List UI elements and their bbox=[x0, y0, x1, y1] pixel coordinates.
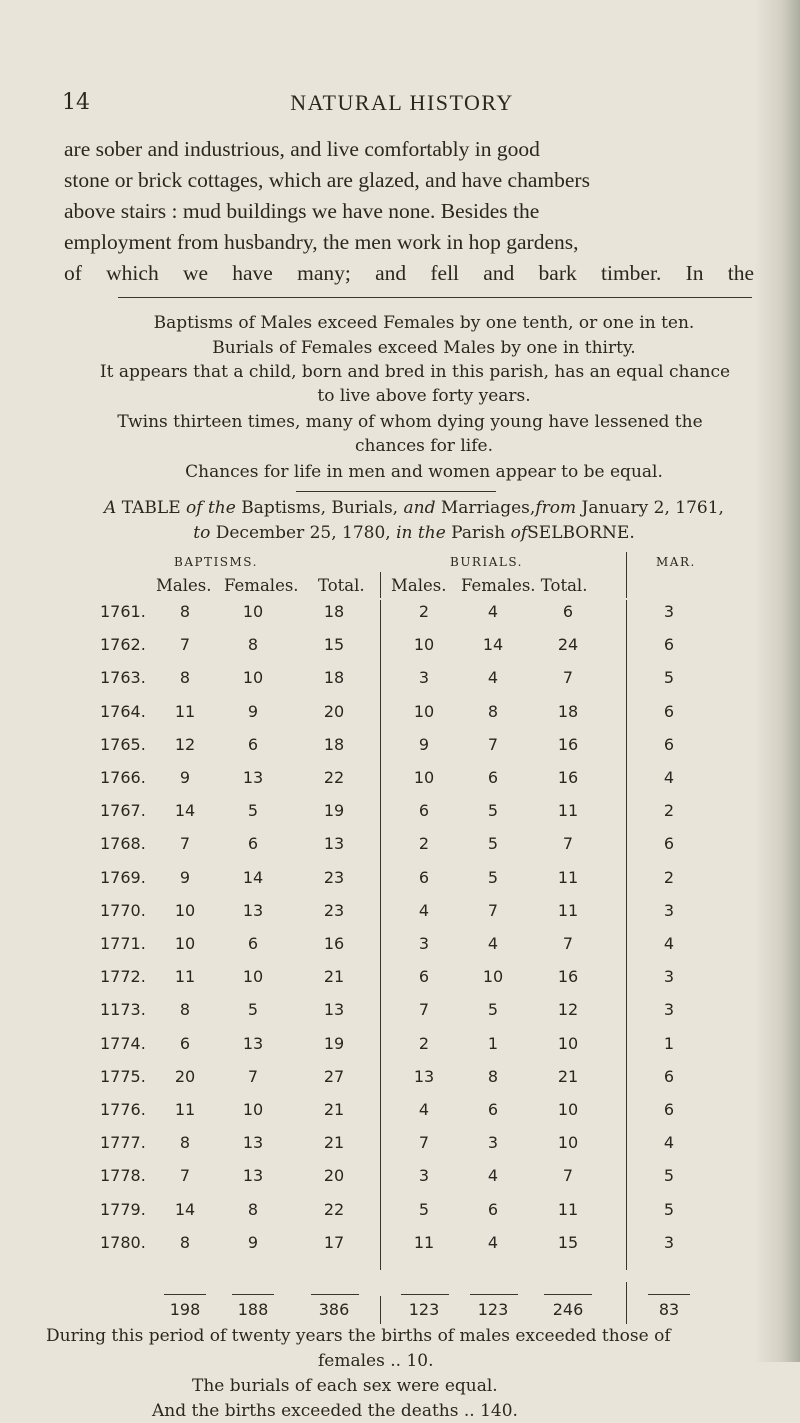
table-cell: 7 bbox=[562, 834, 574, 853]
table-cell: 5 bbox=[247, 1000, 259, 1019]
sum-rule bbox=[401, 1294, 449, 1295]
year-cell: 1771. bbox=[100, 934, 146, 953]
table-cell: 6 bbox=[247, 834, 259, 853]
table-cell: 8 bbox=[247, 635, 259, 654]
table-cell: 10 bbox=[557, 1133, 579, 1152]
table-cell: 20 bbox=[174, 1067, 196, 1086]
table-cell: 6 bbox=[663, 1067, 675, 1086]
total-cell: 188 bbox=[237, 1300, 269, 1319]
table-cell: 20 bbox=[323, 702, 345, 721]
table-cell: 11 bbox=[174, 702, 196, 721]
table-cell: 4 bbox=[663, 768, 675, 787]
column-separator bbox=[380, 600, 381, 1270]
table-cell: 5 bbox=[418, 1200, 430, 1219]
col-head-total: Total. bbox=[318, 576, 365, 595]
total-cell: 123 bbox=[477, 1300, 509, 1319]
running-head: NATURAL HISTORY bbox=[290, 90, 514, 115]
year-cell: 1767. bbox=[100, 801, 146, 820]
table-cell: 21 bbox=[323, 967, 345, 986]
table-cell: 4 bbox=[418, 1100, 430, 1119]
table-cell: 5 bbox=[663, 668, 675, 687]
table-cell: 6 bbox=[418, 868, 430, 887]
table-cell: 6 bbox=[663, 834, 675, 853]
title-part: from bbox=[535, 498, 577, 518]
table-cell: 8 bbox=[179, 602, 191, 621]
table-cell: 4 bbox=[418, 901, 430, 920]
sum-rule bbox=[470, 1294, 518, 1295]
table-cell: 6 bbox=[487, 1200, 499, 1219]
total-cell: 198 bbox=[169, 1300, 201, 1319]
column-separator bbox=[380, 572, 381, 598]
table-cell: 21 bbox=[557, 1067, 579, 1086]
note-line: chances for life. bbox=[355, 436, 493, 456]
table-cell: 3 bbox=[487, 1133, 499, 1152]
table-cell: 11 bbox=[174, 1100, 196, 1119]
table-cell: 18 bbox=[323, 735, 345, 754]
table-cell: 3 bbox=[663, 602, 675, 621]
col-head-females: Females. bbox=[224, 576, 299, 595]
year-cell: 1779. bbox=[100, 1200, 146, 1219]
table-cell: 10 bbox=[413, 702, 435, 721]
body-line: above stairs : mud buildings we have none. Besides the bbox=[64, 199, 540, 223]
table-cell: 10 bbox=[174, 934, 196, 953]
table-cell: 4 bbox=[487, 1233, 499, 1252]
table-cell: 10 bbox=[413, 768, 435, 787]
year-cell: 1769. bbox=[100, 868, 146, 887]
table-cell: 7 bbox=[487, 735, 499, 754]
total-cell: 83 bbox=[658, 1300, 680, 1319]
title-part: Marriages, bbox=[440, 498, 536, 518]
table-cell: 2 bbox=[418, 834, 430, 853]
table-cell: 11 bbox=[557, 801, 579, 820]
table-cell: 13 bbox=[242, 901, 264, 920]
table-cell: 13 bbox=[242, 1133, 264, 1152]
table-cell: 27 bbox=[323, 1067, 345, 1086]
table-cell: 9 bbox=[247, 1233, 259, 1252]
table-cell: 6 bbox=[663, 635, 675, 654]
page-header bbox=[62, 90, 742, 120]
table-cell: 16 bbox=[323, 934, 345, 953]
table-cell: 3 bbox=[663, 1000, 675, 1019]
summary-line: The burials of each sex were equal. bbox=[192, 1376, 498, 1396]
title-part: January 2, 1761, bbox=[581, 498, 724, 518]
table-cell: 10 bbox=[174, 901, 196, 920]
total-cell: 386 bbox=[318, 1300, 350, 1319]
table-cell: 16 bbox=[557, 967, 579, 986]
table-cell: 18 bbox=[323, 668, 345, 687]
table-cell: 9 bbox=[179, 868, 191, 887]
table-cell: 16 bbox=[557, 735, 579, 754]
table-cell: 7 bbox=[179, 635, 191, 654]
table-cell: 18 bbox=[557, 702, 579, 721]
table-cell: 17 bbox=[323, 1233, 345, 1252]
table-cell: 10 bbox=[482, 967, 504, 986]
body-paragraph bbox=[64, 134, 754, 289]
table-cell: 4 bbox=[487, 602, 499, 621]
baptisms-heading: BAPTISMS. bbox=[174, 555, 258, 569]
table-cell: 4 bbox=[487, 934, 499, 953]
table-cell: 7 bbox=[562, 1166, 574, 1185]
note-line: Baptisms of Males exceed Females by one tenth, or one in ten. bbox=[153, 313, 695, 333]
table-cell: 13 bbox=[323, 834, 345, 853]
table-title bbox=[64, 496, 764, 521]
table-cell: 6 bbox=[562, 602, 574, 621]
year-cell: 1780. bbox=[100, 1233, 146, 1252]
table-cell: 8 bbox=[487, 1067, 499, 1086]
table-cell: 21 bbox=[323, 1100, 345, 1119]
note-line: to live above forty years. bbox=[317, 386, 531, 406]
table-cell: 12 bbox=[557, 1000, 579, 1019]
page-edge-shadow bbox=[754, 0, 800, 1362]
table-cell: 14 bbox=[174, 1200, 196, 1219]
table-cell: 4 bbox=[663, 934, 675, 953]
table-cell: 15 bbox=[557, 1233, 579, 1252]
table-cell: 11 bbox=[557, 1200, 579, 1219]
table-cell: 21 bbox=[323, 1133, 345, 1152]
table-cell: 13 bbox=[323, 1000, 345, 1019]
table-cell: 8 bbox=[179, 1000, 191, 1019]
table-cell: 6 bbox=[487, 768, 499, 787]
year-cell: 1766. bbox=[100, 768, 146, 787]
summary-line: females .. 10. bbox=[318, 1351, 434, 1371]
table-cell: 11 bbox=[557, 868, 579, 887]
title-part: SELBORNE. bbox=[527, 523, 635, 543]
table-cell: 2 bbox=[663, 868, 675, 887]
year-cell: 1173. bbox=[100, 1000, 146, 1019]
title-part: Baptisms, Burials, bbox=[241, 498, 399, 518]
table-cell: 5 bbox=[487, 1000, 499, 1019]
total-cell: 246 bbox=[552, 1300, 584, 1319]
marriages-heading: MAR. bbox=[656, 555, 696, 569]
title-part: of the bbox=[186, 498, 236, 518]
table-cell: 10 bbox=[242, 602, 264, 621]
table-cell: 22 bbox=[323, 1200, 345, 1219]
year-cell: 1768. bbox=[100, 834, 146, 853]
column-separator bbox=[626, 600, 627, 1270]
table-cell: 6 bbox=[179, 1034, 191, 1053]
table-cell: 6 bbox=[663, 702, 675, 721]
table-cell: 3 bbox=[418, 668, 430, 687]
year-cell: 1774. bbox=[100, 1034, 146, 1053]
table-cell: 19 bbox=[323, 1034, 345, 1053]
column-separator bbox=[380, 1296, 381, 1324]
sum-rule bbox=[648, 1294, 690, 1295]
table-cell: 3 bbox=[418, 1166, 430, 1185]
table-cell: 14 bbox=[482, 635, 504, 654]
table-cell: 3 bbox=[418, 934, 430, 953]
summary-line: And the births exceeded the deaths .. 140. bbox=[152, 1401, 518, 1421]
table-cell: 5 bbox=[663, 1200, 675, 1219]
year-cell: 1770. bbox=[100, 901, 146, 920]
table-cell: 9 bbox=[418, 735, 430, 754]
year-cell: 1765. bbox=[100, 735, 146, 754]
year-cell: 1762. bbox=[100, 635, 146, 654]
table-cell: 10 bbox=[242, 1100, 264, 1119]
year-cell: 1764. bbox=[100, 702, 146, 721]
table-cell: 7 bbox=[179, 1166, 191, 1185]
table-cell: 3 bbox=[663, 967, 675, 986]
table-cell: 19 bbox=[323, 801, 345, 820]
table-cell: 7 bbox=[562, 934, 574, 953]
table-cell: 5 bbox=[247, 801, 259, 820]
table-cell: 4 bbox=[487, 668, 499, 687]
table-cell: 10 bbox=[557, 1034, 579, 1053]
body-line: stone or brick cottages, which are glazed, and have chambers bbox=[64, 168, 590, 192]
table-cell: 10 bbox=[413, 635, 435, 654]
col-head-females-total-burials: Females. Total. bbox=[461, 576, 588, 595]
summary-line: During this period of twenty years the births of males exceeded those of bbox=[46, 1326, 671, 1346]
table-cell: 8 bbox=[179, 1133, 191, 1152]
table-cell: 9 bbox=[179, 768, 191, 787]
table-cell: 10 bbox=[557, 1100, 579, 1119]
table-cell: 11 bbox=[174, 967, 196, 986]
table-cell: 23 bbox=[323, 901, 345, 920]
note-line: It appears that a child, born and bred in this parish, has an equal chance bbox=[99, 362, 731, 382]
title-part: of bbox=[510, 523, 528, 543]
table-cell: 2 bbox=[418, 602, 430, 621]
sum-rule bbox=[544, 1294, 592, 1295]
table-cell: 22 bbox=[323, 768, 345, 787]
table-cell: 4 bbox=[663, 1133, 675, 1152]
table-cell: 10 bbox=[242, 668, 264, 687]
table-cell: 5 bbox=[487, 834, 499, 853]
table-cell: 6 bbox=[247, 735, 259, 754]
table-cell: 7 bbox=[562, 668, 574, 687]
sum-rule bbox=[164, 1294, 206, 1295]
table-cell: 11 bbox=[557, 901, 579, 920]
section-rule bbox=[118, 297, 752, 298]
column-separator bbox=[626, 1282, 627, 1324]
table-cell: 5 bbox=[487, 868, 499, 887]
table-cell: 5 bbox=[487, 801, 499, 820]
table-cell: 7 bbox=[247, 1067, 259, 1086]
table-cell: 6 bbox=[663, 735, 675, 754]
title-part: Parish bbox=[451, 523, 506, 543]
table-cell: 14 bbox=[174, 801, 196, 820]
title-part: to bbox=[193, 523, 211, 543]
table-cell: 1 bbox=[663, 1034, 675, 1053]
sum-rule bbox=[311, 1294, 359, 1295]
note-line: Twins thirteen times, many of whom dying young have lessened the bbox=[117, 412, 703, 432]
note-line: Chances for life in men and women appear to be equal. bbox=[185, 462, 663, 482]
table-cell: 16 bbox=[557, 768, 579, 787]
page-number: 14 bbox=[62, 90, 90, 115]
year-cell: 1778. bbox=[100, 1166, 146, 1185]
table-cell: 6 bbox=[247, 934, 259, 953]
table-cell: 14 bbox=[242, 868, 264, 887]
table-cell: 2 bbox=[418, 1034, 430, 1053]
title-part: TABLE bbox=[121, 498, 181, 518]
table-cell: 13 bbox=[242, 1034, 264, 1053]
table-cell: 13 bbox=[242, 768, 264, 787]
year-cell: 1763. bbox=[100, 668, 146, 687]
note-line: Burials of Females exceed Males by one in thirty. bbox=[212, 338, 636, 358]
table-cell: 13 bbox=[413, 1067, 435, 1086]
total-cell: 123 bbox=[408, 1300, 440, 1319]
year-cell: 1772. bbox=[100, 967, 146, 986]
year-cell: 1775. bbox=[100, 1067, 146, 1086]
table-cell: 8 bbox=[247, 1200, 259, 1219]
sum-rule bbox=[232, 1294, 274, 1295]
table-cell: 8 bbox=[179, 1233, 191, 1252]
table-cell: 1 bbox=[487, 1034, 499, 1053]
title-part: A bbox=[104, 498, 117, 518]
table-cell: 3 bbox=[663, 1233, 675, 1252]
table-cell: 4 bbox=[487, 1166, 499, 1185]
table-cell: 8 bbox=[487, 702, 499, 721]
table-cell: 9 bbox=[247, 702, 259, 721]
table-cell: 10 bbox=[242, 967, 264, 986]
table-cell: 18 bbox=[323, 602, 345, 621]
col-head-males-burials: Males. bbox=[391, 576, 447, 595]
table-cell: 6 bbox=[663, 1100, 675, 1119]
table-cell: 23 bbox=[323, 868, 345, 887]
body-line: are sober and industrious, and live comfortably in good bbox=[64, 137, 540, 161]
table-cell: 3 bbox=[663, 901, 675, 920]
year-cell: 1761. bbox=[100, 602, 146, 621]
table-cell: 6 bbox=[487, 1100, 499, 1119]
table-cell: 13 bbox=[242, 1166, 264, 1185]
table-cell: 7 bbox=[418, 1133, 430, 1152]
table-cell: 11 bbox=[413, 1233, 435, 1252]
table-cell: 5 bbox=[663, 1166, 675, 1185]
title-part: December 25, 1780, bbox=[215, 523, 391, 543]
table-cell: 6 bbox=[418, 801, 430, 820]
year-cell: 1777. bbox=[100, 1133, 146, 1152]
table-cell: 7 bbox=[487, 901, 499, 920]
year-cell: 1776. bbox=[100, 1100, 146, 1119]
table-cell: 20 bbox=[323, 1166, 345, 1185]
table-cell: 2 bbox=[663, 801, 675, 820]
body-line: employment from husbandry, the men work in hop gardens, bbox=[64, 230, 579, 254]
table-cell: 8 bbox=[179, 668, 191, 687]
table-title-line2 bbox=[64, 521, 764, 546]
body-line: of which we have many; and fell and bark timber. In the bbox=[64, 261, 754, 285]
table-cell: 6 bbox=[418, 967, 430, 986]
table-cell: 24 bbox=[557, 635, 579, 654]
short-rule bbox=[296, 491, 496, 492]
column-separator bbox=[626, 552, 627, 598]
title-part: and bbox=[403, 498, 436, 518]
table-cell: 7 bbox=[418, 1000, 430, 1019]
burials-heading: BURIALS. bbox=[450, 555, 523, 569]
col-head-males: Males. bbox=[156, 576, 212, 595]
table-cell: 15 bbox=[323, 635, 345, 654]
title-part: in the bbox=[396, 523, 446, 543]
table-cell: 12 bbox=[174, 735, 196, 754]
table-cell: 7 bbox=[179, 834, 191, 853]
